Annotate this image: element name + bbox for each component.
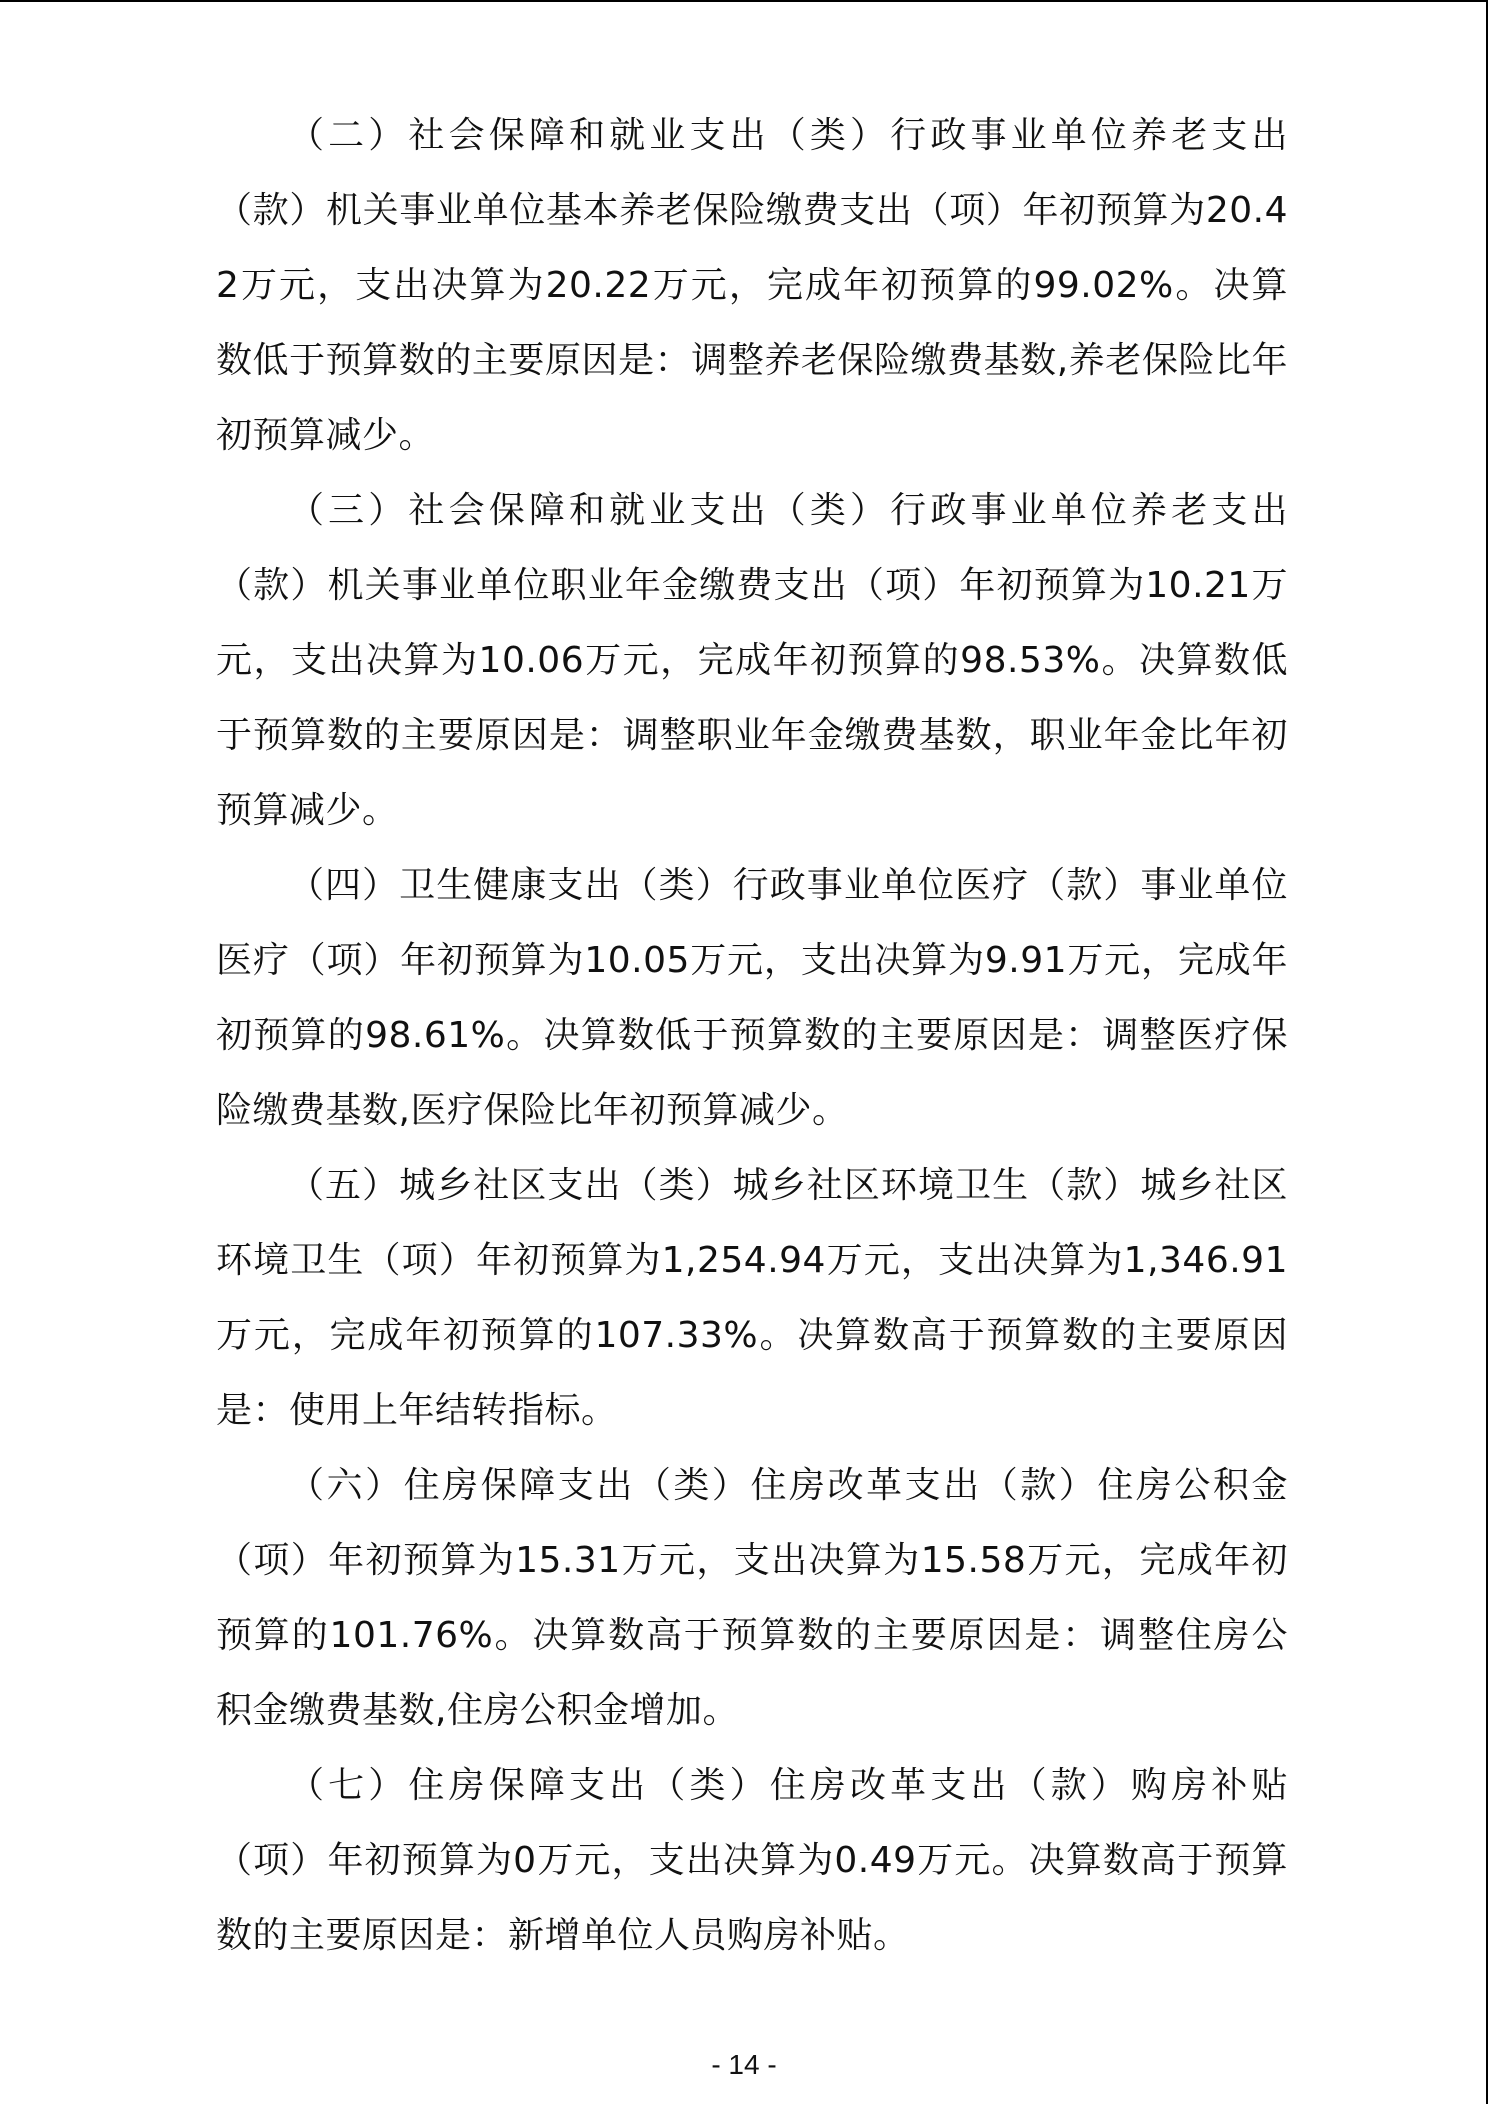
paragraph-occupational-annuity: （三）社会保障和就业支出（类）行政事业单位养老支出（款）机关事业单位职业年金缴费支出（项）年初预算为10.21万元，支出决算为10.06万元，完成年初预算的98.53%。决算数低于预算数的主要原因是：调整职业年金缴费基数，职业年金比年初预算减少。 [216, 490, 1288, 831]
document-body [216, 98, 1288, 1973]
paragraph-pension-insurance: （二）社会保障和就业支出（类）行政事业单位养老支出（款）机关事业单位基本养老保险缴费支出（项）年初预算为20.42万元，支出决算为20.22万元，完成年初预算的99.02%。决算数低于预算数的主要原因是：调整养老保险缴费基数,养老保险比年初预算减少。 [216, 115, 1288, 456]
paragraph-medical: （四）卫生健康支出（类）行政事业单位医疗（款）事业单位医疗（项）年初预算为10.05万元，支出决算为9.91万元，完成年初预算的98.61%。决算数低于预算数的主要原因是：调整医疗保险缴费基数,医疗保险比年初预算减少。 [216, 865, 1288, 1131]
page-number: - 14 - [711, 2049, 777, 2080]
paragraph-housing-subsidy: （七）住房保障支出（类）住房改革支出（款）购房补贴（项）年初预算为0万元，支出决算为0.49万元。决算数高于预算数的主要原因是：新增单位人员购房补贴。 [216, 1765, 1288, 1956]
paragraph-housing-provident-fund: （六）住房保障支出（类）住房改革支出（款）住房公积金（项）年初预算为15.31万元，支出决算为15.58万元，完成年初预算的101.76%。决算数高于预算数的主要原因是：调整住房公积金缴费基数,住房公积金增加。 [216, 1465, 1288, 1731]
paragraph-environmental-sanitation: （五）城乡社区支出（类）城乡社区环境卫生（款）城乡社区环境卫生（项）年初预算为1,254.94万元，支出决算为1,346.91万元，完成年初预算的107.33%。决算数高于预算数的主要原因是：使用上年结转指标。 [216, 1165, 1288, 1431]
